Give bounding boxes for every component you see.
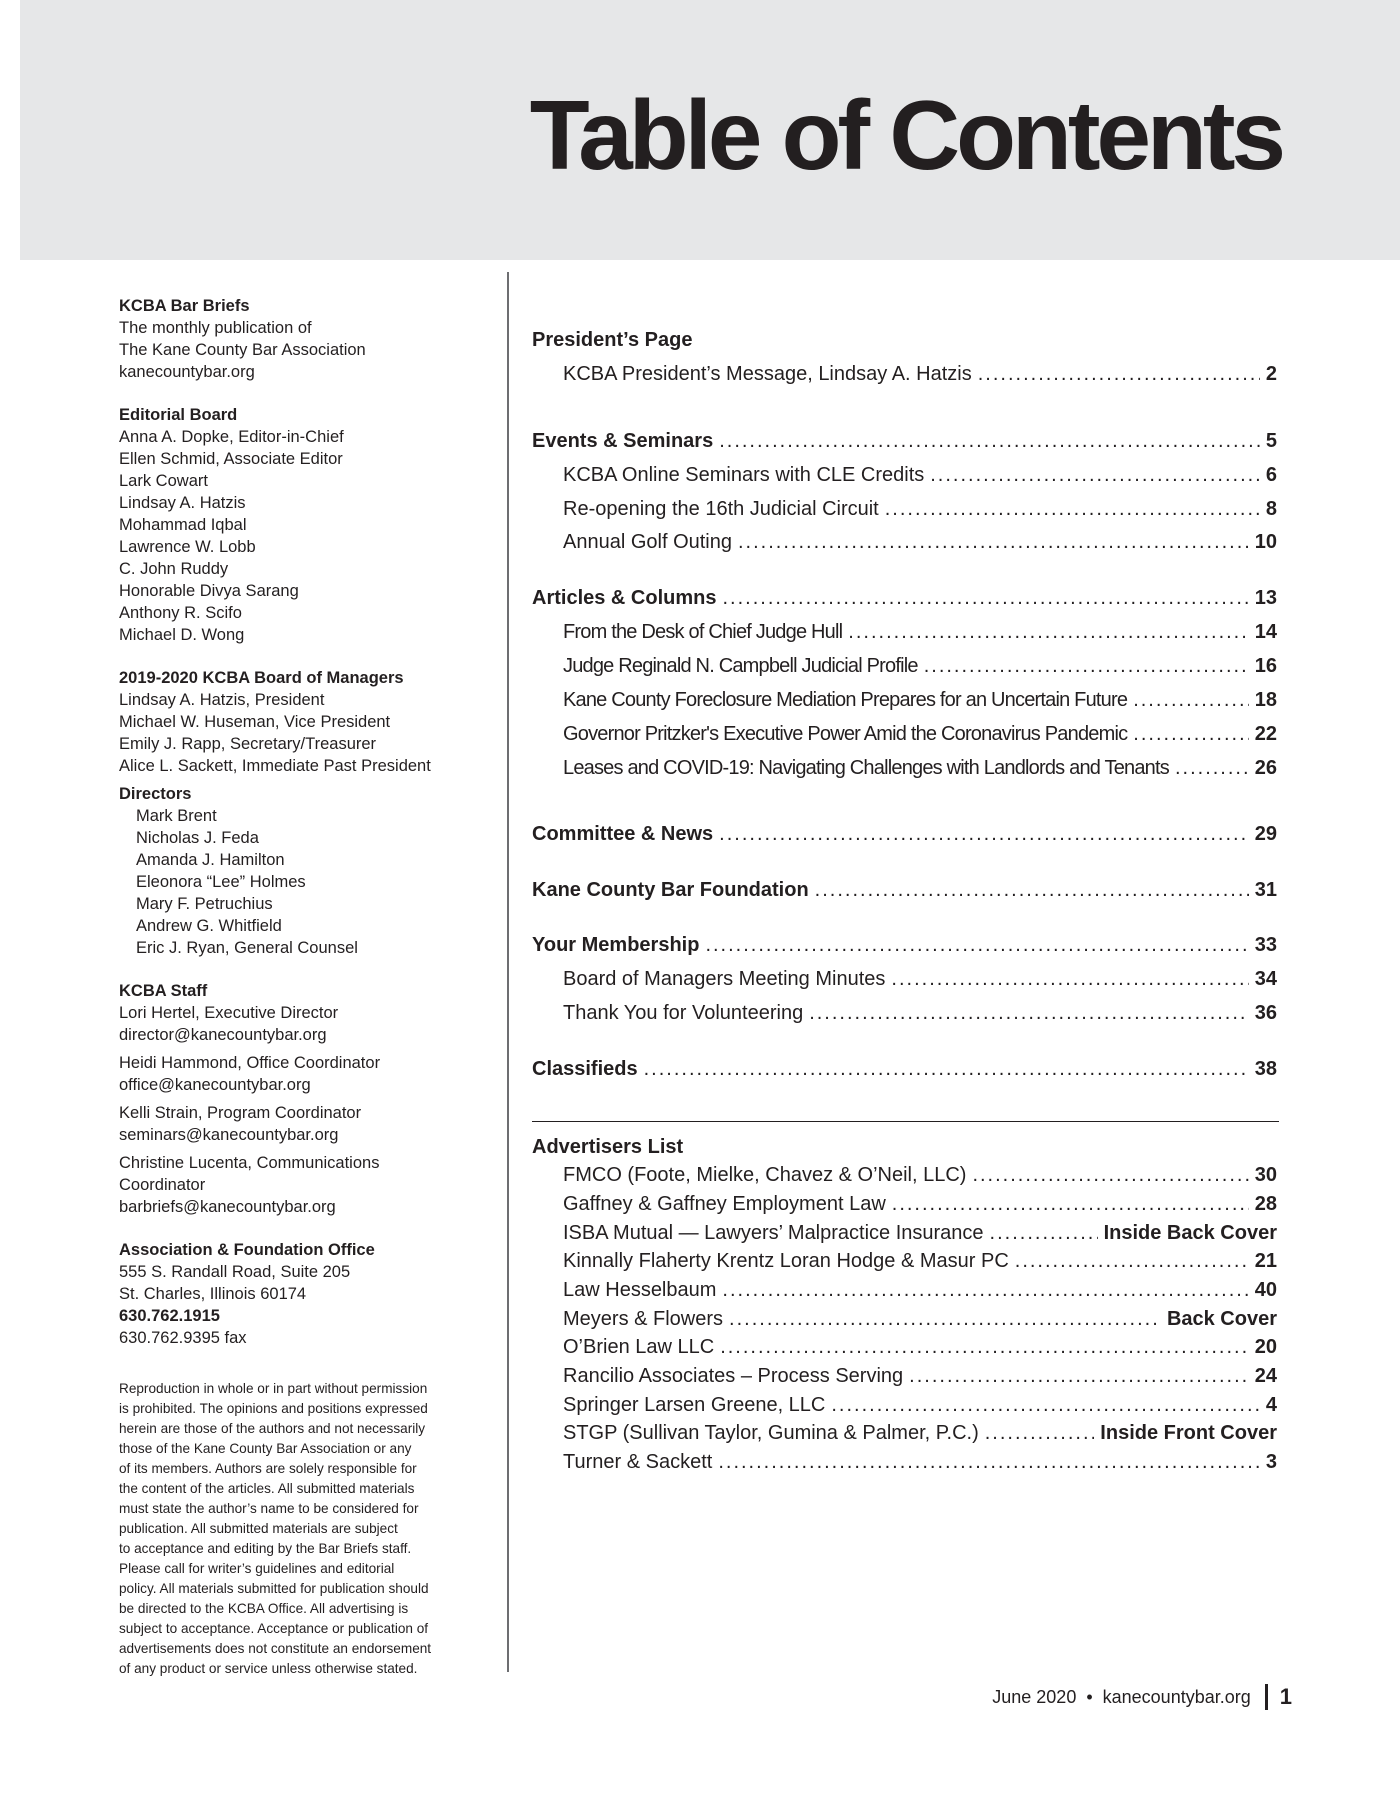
dot-leader: [972, 1164, 1248, 1187]
page-footer: [992, 1684, 1292, 1710]
toc-entry-page: 16: [1254, 655, 1277, 677]
toc-entry-page: 26: [1254, 757, 1277, 779]
directors: [119, 783, 481, 959]
dot-leader: [809, 1002, 1249, 1025]
page-title: Table of Contents: [529, 80, 1282, 190]
disclaimer-line: herein are those of the authors and not necessarily: [119, 1421, 426, 1436]
section-classifieds[interactable]: [532, 1058, 1277, 1081]
page-number: 1: [1279, 1684, 1292, 1709]
advertiser-page: Inside Back Cover: [1103, 1222, 1277, 1244]
toc-entry[interactable]: [563, 621, 1277, 644]
advertiser-name: Meyers & Flowers: [563, 1308, 724, 1330]
office-address: 555 S. Randall Road, Suite 205: [119, 1263, 351, 1281]
disclaimer-line: must state the author’s name to be considered for: [119, 1501, 419, 1516]
advertiser-entry[interactable]: [563, 1222, 1277, 1245]
toc-section-label: Kane County Bar Foundation: [532, 879, 809, 901]
advertiser-name: Springer Larsen Greene, LLC: [563, 1394, 826, 1416]
toc-entry-page: 2: [1265, 363, 1277, 385]
toc-entry-page: 18: [1254, 689, 1277, 711]
board-member: Lawrence W. Lobb: [119, 538, 256, 556]
footer-bullet: •: [1086, 1686, 1093, 1707]
advertiser-entry[interactable]: [563, 1279, 1277, 1302]
dot-leader: [1175, 757, 1249, 780]
section-articles-columns[interactable]: [532, 587, 1277, 610]
office-heading: Association & Foundation Office: [119, 1241, 375, 1259]
disclaimer-line: publication. All submitted materials are subject: [119, 1521, 398, 1536]
dot-leader: [1133, 723, 1248, 746]
dot-leader: [644, 1058, 1249, 1081]
director: Mark Brent: [136, 807, 217, 825]
publication-heading: KCBA Bar Briefs: [119, 297, 250, 315]
director: Nicholas J. Feda: [136, 829, 259, 847]
advertiser-page: 20: [1254, 1336, 1277, 1358]
toc-entry[interactable]: [563, 689, 1277, 712]
director: Mary F. Petruchius: [136, 895, 273, 913]
toc-entry[interactable]: [563, 1002, 1277, 1025]
toc-entry-label: KCBA Online Seminars with CLE Credits: [563, 464, 925, 486]
disclaimer-line: advertisements does not constitute an endorsement: [119, 1641, 432, 1656]
advertiser-name: FMCO (Foote, Mielke, Chavez & O’Neil, LLC): [563, 1164, 967, 1186]
toc-entry-label: Board of Managers Meeting Minutes: [563, 968, 886, 990]
board-member: Lindsay A. Hatzis: [119, 494, 246, 512]
staff-email[interactable]: office@kanecountybar.org: [119, 1076, 311, 1094]
manager: Lindsay A. Hatzis, President: [119, 691, 325, 709]
publication-info: [119, 295, 481, 383]
advertiser-page: 24: [1254, 1365, 1277, 1387]
director: Eric J. Ryan, General Counsel: [136, 939, 358, 957]
staff-name: Lori Hertel, Executive Director: [119, 1004, 339, 1022]
toc-entry[interactable]: [563, 968, 1277, 991]
advertiser-entry[interactable]: [563, 1164, 1277, 1187]
dot-leader: [885, 498, 1260, 521]
board-member: Anthony R. Scifo: [119, 604, 242, 622]
board-member: Anna A. Dopke, Editor-in-Chief: [119, 428, 344, 446]
toc-entry-page: 14: [1254, 621, 1277, 643]
toc-entry-page: 8: [1265, 498, 1277, 520]
directors-heading: Directors: [119, 785, 192, 803]
toc-entry[interactable]: [563, 723, 1277, 746]
toc-entry-page: 10: [1254, 531, 1277, 553]
toc-section-label: Articles & Columns: [532, 587, 717, 609]
advertiser-page: 28: [1254, 1193, 1277, 1215]
toc-section-label: Classifieds: [532, 1058, 638, 1080]
disclaimer-line: to acceptance and editing by the Bar Briefs staff.: [119, 1541, 412, 1556]
advertiser-entry[interactable]: [563, 1451, 1277, 1474]
manager: Emily J. Rapp, Secretary/Treasurer: [119, 735, 377, 753]
toc-section-page: 38: [1254, 1058, 1277, 1080]
board-member: Mohammad Iqbal: [119, 516, 247, 534]
footer-date: June 2020: [992, 1686, 1077, 1707]
section-your-membership[interactable]: [532, 934, 1277, 957]
advertiser-page: 3: [1265, 1451, 1277, 1473]
toc-entry[interactable]: [563, 655, 1277, 678]
dot-leader: [909, 1365, 1249, 1388]
section-presidents-page[interactable]: President’s Page: [532, 329, 693, 351]
footer-website[interactable]: kanecountybar.org: [1102, 1686, 1251, 1707]
toc-entry[interactable]: [563, 363, 1277, 386]
section-events-seminars[interactable]: [532, 430, 1277, 453]
toc-section-page: 5: [1265, 430, 1277, 452]
disclaimer: [119, 1379, 481, 1679]
toc-entry-page: 34: [1254, 968, 1277, 990]
staff-name: Kelli Strain, Program Coordinator: [119, 1104, 362, 1122]
office-fax: 630.762.9395 fax: [119, 1329, 247, 1347]
board-member: Michael D. Wong: [119, 626, 245, 644]
director: Andrew G. Whitfield: [136, 917, 282, 935]
toc-entry-page: 22: [1254, 723, 1277, 745]
manager: Michael W. Huseman, Vice President: [119, 713, 391, 731]
toc-section-page: 13: [1254, 587, 1277, 609]
publication-line: The monthly publication of: [119, 319, 312, 337]
column-divider: [507, 272, 509, 1672]
dot-leader: [719, 430, 1260, 453]
toc-section-page: 33: [1254, 934, 1277, 956]
board-member: Ellen Schmid, Associate Editor: [119, 450, 343, 468]
toc-entry-label: Governor Pritzker's Executive Power Amid the Coronavirus Pandemic: [563, 723, 1128, 745]
toc-entry-label: Annual Golf Outing: [563, 531, 732, 553]
advertiser-page: 21: [1254, 1250, 1277, 1272]
toc-entry-label: Thank You for Volunteering: [563, 1002, 804, 1024]
advertiser-entry[interactable]: [563, 1336, 1277, 1359]
toc-section-label: Events & Seminars: [532, 430, 714, 452]
toc-section-page: 31: [1254, 879, 1277, 901]
advertiser-name: Turner & Sackett: [563, 1451, 713, 1473]
toc-section-page: 29: [1254, 823, 1277, 845]
advertisers-divider: [532, 1121, 1279, 1122]
dot-leader: [1015, 1250, 1249, 1273]
advertiser-name: Rancilio Associates – Process Serving: [563, 1365, 904, 1387]
disclaimer-line: Reproduction in whole or in part without permission: [119, 1381, 428, 1396]
advertiser-entry[interactable]: [563, 1308, 1277, 1331]
advertiser-page: Inside Front Cover: [1100, 1422, 1277, 1444]
disclaimer-line: is prohibited. The opinions and positions expressed: [119, 1401, 428, 1416]
disclaimer-line: of any product or service unless otherwise stated.: [119, 1661, 418, 1676]
board-of-managers: [119, 667, 481, 777]
office-phone: 630.762.1915: [119, 1307, 220, 1325]
board-member: Honorable Divya Sarang: [119, 582, 299, 600]
publication-website: kanecountybar.org: [119, 363, 255, 381]
advertiser-name: Law Hesselbaum: [563, 1279, 717, 1301]
office-info: [119, 1239, 481, 1349]
board-member: Lark Cowart: [119, 472, 208, 490]
advertiser-page: 30: [1254, 1164, 1277, 1186]
editorial-board-heading: Editorial Board: [119, 406, 238, 424]
manager: Alice L. Sackett, Immediate Past President: [119, 757, 431, 775]
staff-email[interactable]: barbriefs@kanecountybar.org: [119, 1198, 336, 1216]
masthead-sidebar: [119, 295, 481, 1679]
office-city: St. Charles, Illinois 60174: [119, 1285, 307, 1303]
toc-entry-label: From the Desk of Chief Judge Hull: [563, 621, 843, 643]
advertiser-entry[interactable]: [563, 1193, 1277, 1216]
toc-entry-label: Kane County Foreclosure Mediation Prepares for an Uncertain Future: [563, 689, 1128, 711]
advertiser-name: O’Brien Law LLC: [563, 1336, 715, 1358]
staff-name: Heidi Hammond, Office Coordinator: [119, 1054, 381, 1072]
toc-entry-label: KCBA President’s Message, Lindsay A. Hatzis: [563, 363, 972, 385]
dot-leader: [892, 1193, 1249, 1216]
header-band: [20, 0, 1400, 260]
disclaimer-line: be directed to the KCBA Office. All advertising is: [119, 1601, 409, 1616]
section-bar-foundation[interactable]: [532, 879, 1277, 902]
advertiser-entry[interactable]: [563, 1422, 1277, 1445]
dot-leader: [705, 934, 1248, 957]
staff-email[interactable]: director@kanecountybar.org: [119, 1026, 327, 1044]
toc-section-label: Your Membership: [532, 934, 700, 956]
toc-entry-label: Re-opening the 16th Judicial Circuit: [563, 498, 879, 520]
board-member: C. John Ruddy: [119, 560, 229, 578]
section-committee-news[interactable]: [532, 823, 1277, 846]
dot-leader: [924, 655, 1249, 678]
dot-leader: [719, 823, 1249, 846]
director: Eleonora “Lee” Holmes: [136, 873, 306, 891]
advertiser-name: STGP (Sullivan Taylor, Gumina & Palmer, P.C.): [563, 1422, 979, 1444]
toc-entry-page: 36: [1254, 1002, 1277, 1024]
dot-leader: [738, 531, 1249, 554]
dot-leader: [978, 363, 1260, 386]
toc-entry-label: Judge Reginald N. Campbell Judicial Profile: [563, 655, 918, 677]
toc-entry[interactable]: [563, 757, 1277, 780]
advertiser-page: 4: [1265, 1394, 1277, 1416]
advertiser-entry[interactable]: [563, 1250, 1277, 1273]
board-of-managers-heading: 2019-2020 KCBA Board of Managers: [119, 669, 404, 687]
director: Amanda J. Hamilton: [136, 851, 285, 869]
dot-leader: [891, 968, 1248, 991]
dot-leader: [990, 1222, 1098, 1245]
dot-leader: [729, 1308, 1161, 1331]
toc-entry[interactable]: [563, 464, 1277, 487]
toc-entry[interactable]: [563, 498, 1277, 521]
footer-divider: [1265, 1684, 1268, 1710]
advertiser-entry[interactable]: [563, 1365, 1277, 1388]
toc-entry-label: Leases and COVID-19: Navigating Challenges with Landlords and Tenants: [563, 757, 1169, 779]
advertiser-page: Back Cover: [1166, 1308, 1277, 1330]
toc-entry-page: 6: [1265, 464, 1277, 486]
dot-leader: [720, 1336, 1249, 1359]
dot-leader: [718, 1451, 1260, 1474]
staff-heading: KCBA Staff: [119, 982, 208, 1000]
advertiser-page: 40: [1254, 1279, 1277, 1301]
dot-leader: [1133, 689, 1249, 712]
dot-leader: [722, 587, 1248, 610]
kcba-staff: [119, 980, 481, 1218]
disclaimer-line: policy. All materials submitted for publication should: [119, 1581, 429, 1596]
editorial-board: [119, 404, 481, 646]
dot-leader: [831, 1394, 1260, 1417]
advertisers-heading: Advertisers List: [532, 1136, 684, 1158]
advertiser-name: Gaffney & Gaffney Employment Law: [563, 1193, 886, 1215]
disclaimer-line: those of the Kane County Bar Association or any: [119, 1441, 412, 1456]
advertiser-name: Kinnally Flaherty Krentz Loran Hodge & Masur PC: [563, 1250, 1009, 1272]
dot-leader: [722, 1279, 1248, 1302]
dot-leader: [985, 1422, 1095, 1445]
disclaimer-line: the content of the articles. All submitted materials: [119, 1481, 415, 1496]
staff-email[interactable]: seminars@kanecountybar.org: [119, 1126, 339, 1144]
disclaimer-line: of its members. Authors are solely responsible for: [119, 1461, 417, 1476]
staff-name: Christine Lucenta, Communications Coordinator: [119, 1154, 380, 1194]
disclaimer-line: Please call for writer’s guidelines and editorial: [119, 1561, 395, 1576]
advertiser-entry[interactable]: [563, 1394, 1277, 1417]
disclaimer-line: subject to acceptance. Acceptance or publication of: [119, 1621, 429, 1636]
dot-leader: [848, 621, 1248, 644]
toc-section-label: Committee & News: [532, 823, 714, 845]
publication-line: The Kane County Bar Association: [119, 341, 366, 359]
advertiser-name: ISBA Mutual — Lawyers’ Malpractice Insurance: [563, 1222, 984, 1244]
dot-leader: [930, 464, 1260, 487]
dot-leader: [815, 879, 1249, 902]
toc-entry[interactable]: [563, 531, 1277, 554]
